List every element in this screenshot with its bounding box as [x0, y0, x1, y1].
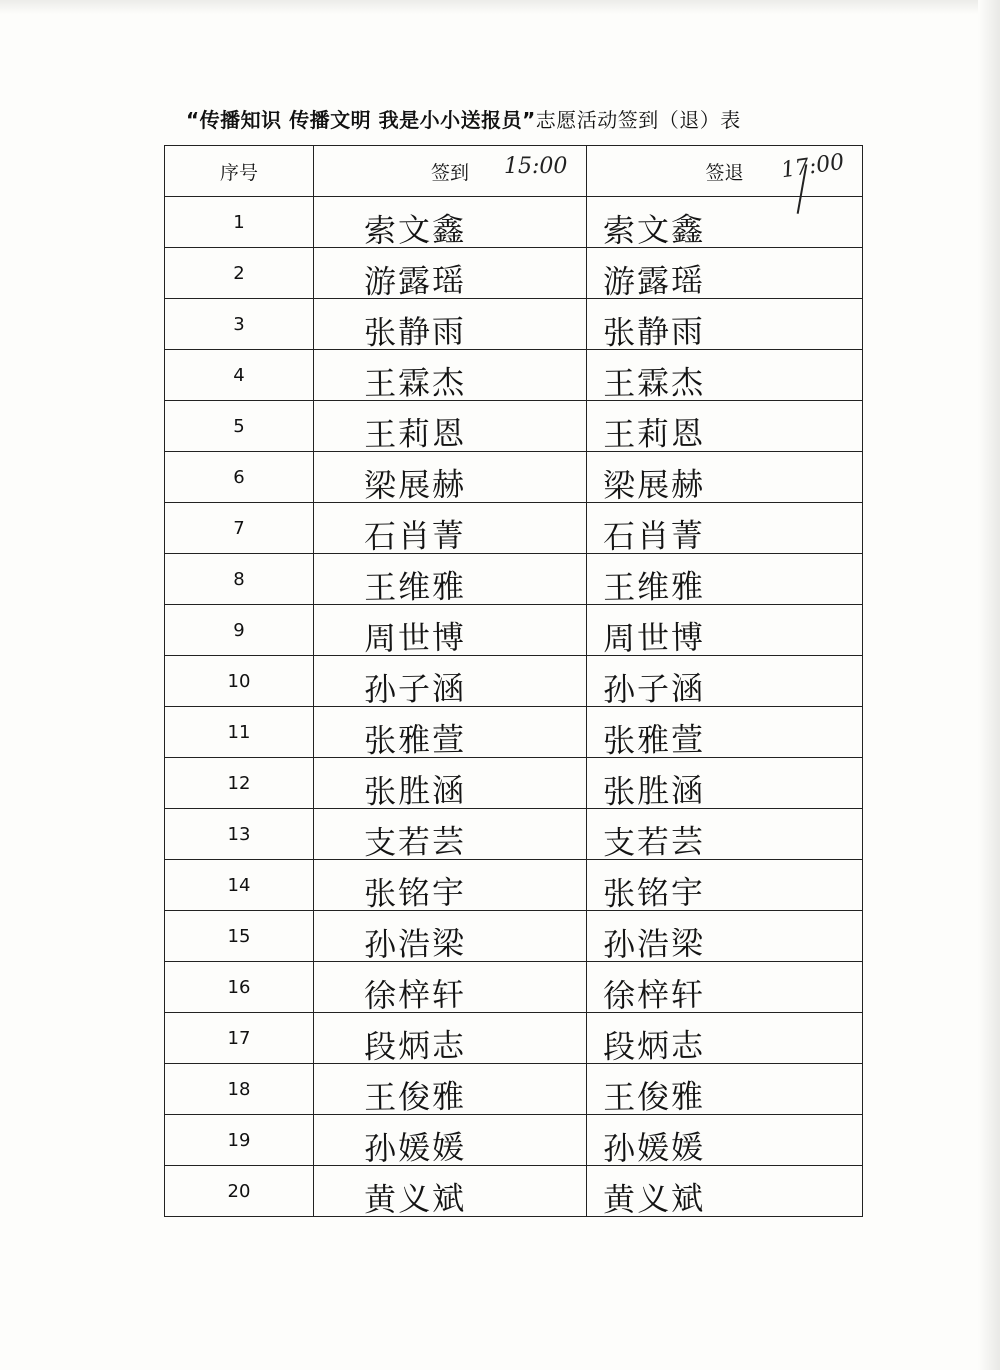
sign-out-cell — [587, 248, 863, 299]
sign-out-signature: 王俊雅 — [602, 1077, 706, 1117]
sign-out-signature: 王霖杰 — [602, 363, 706, 403]
table-row — [165, 1115, 863, 1166]
sign-in-cell — [314, 962, 587, 1013]
row-number: 3 — [165, 299, 314, 350]
sign-out-cell — [587, 1064, 863, 1115]
header-number: 序号 — [165, 146, 314, 197]
title-slogan: “传播知识 传播文明 我是小小送报员” — [186, 108, 536, 132]
sign-in-cell — [314, 605, 587, 656]
row-number: 5 — [165, 401, 314, 452]
sign-in-signature: 孙浩梁 — [363, 924, 467, 964]
table-row — [165, 503, 863, 554]
header-sign-out-label: 签退 — [705, 161, 744, 184]
table-row — [165, 350, 863, 401]
sign-out-cell — [587, 299, 863, 350]
sign-out-cell — [587, 809, 863, 860]
sign-in-cell — [314, 197, 587, 248]
table-row — [165, 248, 863, 299]
sign-in-signature: 黄义斌 — [363, 1179, 467, 1219]
header-sign-in — [314, 146, 587, 197]
sign-out-time: 17:00 — [779, 149, 846, 184]
sign-out-cell — [587, 401, 863, 452]
sign-out-signature: 张铭宇 — [602, 873, 706, 913]
sign-out-cell — [587, 554, 863, 605]
table-row — [165, 1166, 863, 1217]
sign-in-cell — [314, 350, 587, 401]
sign-out-signature: 石肖菁 — [602, 516, 706, 556]
sign-out-signature: 索文鑫 — [602, 210, 706, 250]
sign-out-signature: 孙浩梁 — [602, 924, 706, 964]
sign-in-cell — [314, 1013, 587, 1064]
sign-in-signature: 周世博 — [363, 618, 467, 658]
row-number: 12 — [165, 758, 314, 809]
table-row — [165, 452, 863, 503]
row-number: 14 — [165, 860, 314, 911]
sign-in-signature: 张铭宇 — [363, 873, 467, 913]
row-number: 9 — [165, 605, 314, 656]
sign-in-cell — [314, 707, 587, 758]
row-number: 1 — [165, 197, 314, 248]
sign-in-cell — [314, 656, 587, 707]
table-row — [165, 758, 863, 809]
sign-out-signature: 游露瑶 — [602, 261, 706, 301]
table-row — [165, 1064, 863, 1115]
sign-in-signature: 孙子涵 — [363, 669, 467, 709]
sign-in-signature: 游露瑶 — [363, 261, 467, 301]
row-number: 18 — [165, 1064, 314, 1115]
sign-in-cell — [314, 452, 587, 503]
sign-in-signature: 张雅萱 — [363, 720, 467, 760]
row-number: 19 — [165, 1115, 314, 1166]
sign-out-signature: 孙子涵 — [602, 669, 706, 709]
table-row — [165, 809, 863, 860]
sign-out-signature: 张胜涵 — [602, 771, 706, 811]
sign-in-cell — [314, 758, 587, 809]
table-row — [165, 860, 863, 911]
sign-in-time: 15:00 — [504, 154, 568, 179]
table-row — [165, 554, 863, 605]
row-number: 7 — [165, 503, 314, 554]
table-row — [165, 962, 863, 1013]
sign-out-signature: 张静雨 — [602, 312, 706, 352]
sign-in-signature: 张静雨 — [363, 312, 467, 352]
row-number: 8 — [165, 554, 314, 605]
sign-in-table — [164, 145, 863, 1217]
row-number: 4 — [165, 350, 314, 401]
row-number: 10 — [165, 656, 314, 707]
sign-in-cell — [314, 248, 587, 299]
sign-in-cell — [314, 809, 587, 860]
table-header-row — [165, 146, 863, 197]
sign-out-signature: 孙媛媛 — [602, 1128, 706, 1168]
sign-in-signature: 王霖杰 — [363, 363, 467, 403]
sign-in-cell — [314, 401, 587, 452]
sign-out-signature: 徐梓轩 — [602, 975, 706, 1015]
sign-in-signature: 索文鑫 — [363, 210, 467, 250]
sign-out-cell — [587, 452, 863, 503]
table-row — [165, 401, 863, 452]
row-number: 6 — [165, 452, 314, 503]
row-number: 16 — [165, 962, 314, 1013]
header-sign-out — [587, 146, 863, 197]
row-number: 17 — [165, 1013, 314, 1064]
sign-out-cell — [587, 707, 863, 758]
sign-in-cell — [314, 1166, 587, 1217]
sign-out-cell — [587, 758, 863, 809]
scan-edge-right — [978, 0, 1000, 1370]
sign-out-signature: 段炳志 — [602, 1026, 706, 1066]
sign-out-signature: 支若芸 — [602, 822, 706, 862]
table-row — [165, 707, 863, 758]
sign-out-signature: 王维雅 — [602, 567, 706, 607]
sign-in-signature: 王维雅 — [363, 567, 467, 607]
row-number: 2 — [165, 248, 314, 299]
sign-in-signature: 张胜涵 — [363, 771, 467, 811]
sign-out-cell — [587, 1013, 863, 1064]
sign-out-cell — [587, 911, 863, 962]
sign-out-cell — [587, 962, 863, 1013]
sign-out-signature: 黄义斌 — [602, 1179, 706, 1219]
header-sign-in-label: 签到 — [430, 161, 469, 184]
table-row — [165, 656, 863, 707]
sign-in-cell — [314, 911, 587, 962]
sign-in-signature: 梁展赫 — [363, 465, 467, 505]
table-row — [165, 299, 863, 350]
sign-in-cell — [314, 1064, 587, 1115]
row-number: 13 — [165, 809, 314, 860]
sign-out-cell — [587, 656, 863, 707]
sign-out-cell — [587, 1166, 863, 1217]
sign-in-cell — [314, 503, 587, 554]
sign-in-signature: 支若芸 — [363, 822, 467, 862]
sign-out-signature: 张雅萱 — [602, 720, 706, 760]
sign-out-cell — [587, 197, 863, 248]
sign-out-signature: 周世博 — [602, 618, 706, 658]
sign-out-cell — [587, 503, 863, 554]
sign-in-cell — [314, 1115, 587, 1166]
sign-in-signature: 石肖菁 — [363, 516, 467, 556]
row-number: 11 — [165, 707, 314, 758]
sign-out-cell — [587, 350, 863, 401]
sign-out-signature: 梁展赫 — [602, 465, 706, 505]
sign-in-signature: 王俊雅 — [363, 1077, 467, 1117]
scan-edge-top — [0, 0, 1000, 14]
row-number: 15 — [165, 911, 314, 962]
sign-in-signature: 孙媛媛 — [363, 1128, 467, 1168]
sign-in-cell — [314, 554, 587, 605]
sign-in-cell — [314, 860, 587, 911]
sign-in-cell — [314, 299, 587, 350]
sign-in-signature: 徐梓轩 — [363, 975, 467, 1015]
table-row — [165, 605, 863, 656]
sign-out-cell — [587, 860, 863, 911]
table-row — [165, 1013, 863, 1064]
sign-out-cell — [587, 605, 863, 656]
sign-in-signature: 段炳志 — [363, 1026, 467, 1066]
sign-in-signature: 王莉恩 — [363, 414, 467, 454]
table-row — [165, 197, 863, 248]
sign-out-cell — [587, 1115, 863, 1166]
table-row — [165, 911, 863, 962]
title-form-name: 志愿活动签到（退）表 — [535, 108, 741, 132]
sign-out-signature: 王莉恩 — [602, 414, 706, 454]
row-number: 20 — [165, 1166, 314, 1217]
page-title — [186, 104, 866, 133]
